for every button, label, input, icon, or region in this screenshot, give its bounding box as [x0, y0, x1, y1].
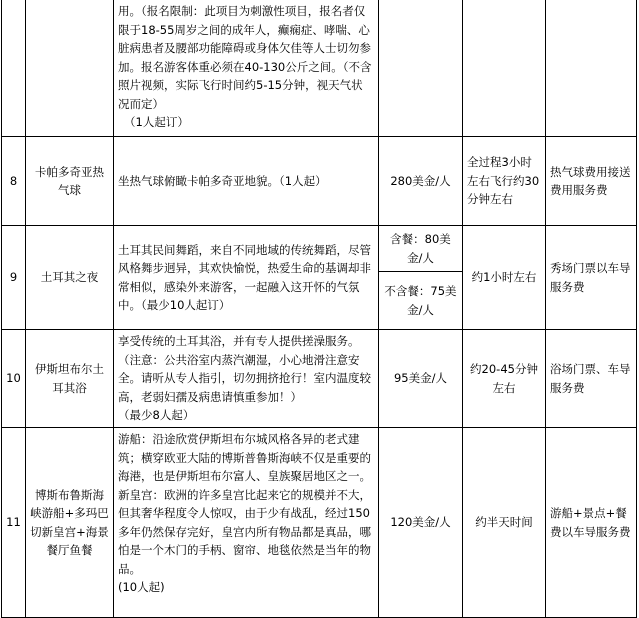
item-includes: 浴场门票、车导服务费	[546, 330, 637, 428]
description-paragraph: 享受传统的土耳其浴，并有专人提供搓澡服务。（注意：公共浴室内蒸汽潮湿，小心地滑注意安全。请听从专人指引，切勿拥挤抢行！室内温度较高，老弱妇孺及病患请慎重参加！）	[118, 334, 371, 404]
item-name: 土耳其之夜	[26, 226, 114, 330]
item-name	[26, 0, 114, 137]
description-note: (10人起)	[118, 580, 165, 594]
item-price	[379, 0, 463, 137]
item-duration: 约20-45分钟左右	[463, 330, 546, 428]
description-paragraph: 用。（报名限制：此项目为刺激性项目，报名者仅限于18-55周岁之间的成年人，癫痫症、哮喘、心脏病患者及腰部功能障碍或身体欠佳等人士切勿参加。报名游客体重必须在40-130公斤之间。（不含照片视频，实际飞行时间约5-15分钟，视天气状况而定）	[118, 4, 372, 111]
table-row	[2, 137, 637, 226]
item-includes: 热气球费用接送费用服务费	[546, 137, 637, 226]
item-includes: 秀场门票以车导服务费	[546, 226, 637, 330]
item-description	[114, 330, 379, 428]
item-description	[114, 428, 379, 618]
row-number	[2, 0, 26, 137]
table-row	[2, 0, 637, 137]
description-paragraph: 坐热气球俯瞰卡帕多奇亚地貌。（1人起）	[118, 173, 327, 188]
description-note: （最少8人起）	[118, 408, 195, 422]
excursion-table	[1, 0, 637, 618]
row-number: 10	[2, 330, 26, 428]
item-price-with-meal: 含餐：80美金/人	[379, 226, 463, 272]
item-price: 120美金/人	[379, 428, 463, 618]
item-name: 卡帕多奇亚热气球	[26, 137, 114, 226]
item-duration: 全过程3小时左右飞行约30分钟左右	[463, 137, 546, 226]
item-includes: 游船+景点+餐费以车导服务费	[546, 428, 637, 618]
row-number: 9	[2, 226, 26, 330]
row-number: 8	[2, 137, 26, 226]
item-duration: 约1小时左右	[463, 226, 546, 330]
description-paragraph: 新皇宫：欧洲的许多皇宫比起来它的规模并不大，但其奢华程度令人惊叹，由于少有战乱，经过150多年仍然保存完好，皇宫内所有物品都是真品，哪怕是一个木门的手柄、窗帘、地毯依然是当年的物品。	[118, 487, 371, 576]
row-number: 11	[2, 428, 26, 618]
item-price-without-meal: 不含餐：75美金/人	[379, 272, 463, 330]
table-row	[2, 226, 637, 272]
item-price: 280美金/人	[379, 137, 463, 226]
item-description	[114, 0, 379, 137]
description-note: （1人起订）	[124, 115, 189, 129]
item-name: 伊斯坦布尔土耳其浴	[26, 330, 114, 428]
table-row	[2, 330, 637, 428]
table-row	[2, 428, 637, 618]
description-paragraph: 土耳其民间舞蹈，来自不同地域的传统舞蹈，尽管风格舞步迥异，其欢快愉悦，热爱生命的基调却非常相似，感染外来游客，一起融入这开怀的气氛中。（最少10人起订）	[118, 242, 371, 312]
item-includes	[546, 0, 637, 137]
item-duration: 约半天时间	[463, 428, 546, 618]
item-description	[114, 226, 379, 330]
description-paragraph: 游船：沿途欣赏伊斯坦布尔城风格各异的老式建筑；横穿欧亚大陆的博斯普鲁斯海峡不仅是重要的海港，也是伊斯坦布尔富人、皇族聚居地区之一。	[118, 432, 371, 483]
item-name: 博斯布鲁斯海峡游船+多玛巴切新皇宫+海景餐厅鱼餐	[26, 428, 114, 618]
item-price: 95美金/人	[379, 330, 463, 428]
item-description	[114, 137, 379, 226]
item-duration	[463, 0, 546, 137]
